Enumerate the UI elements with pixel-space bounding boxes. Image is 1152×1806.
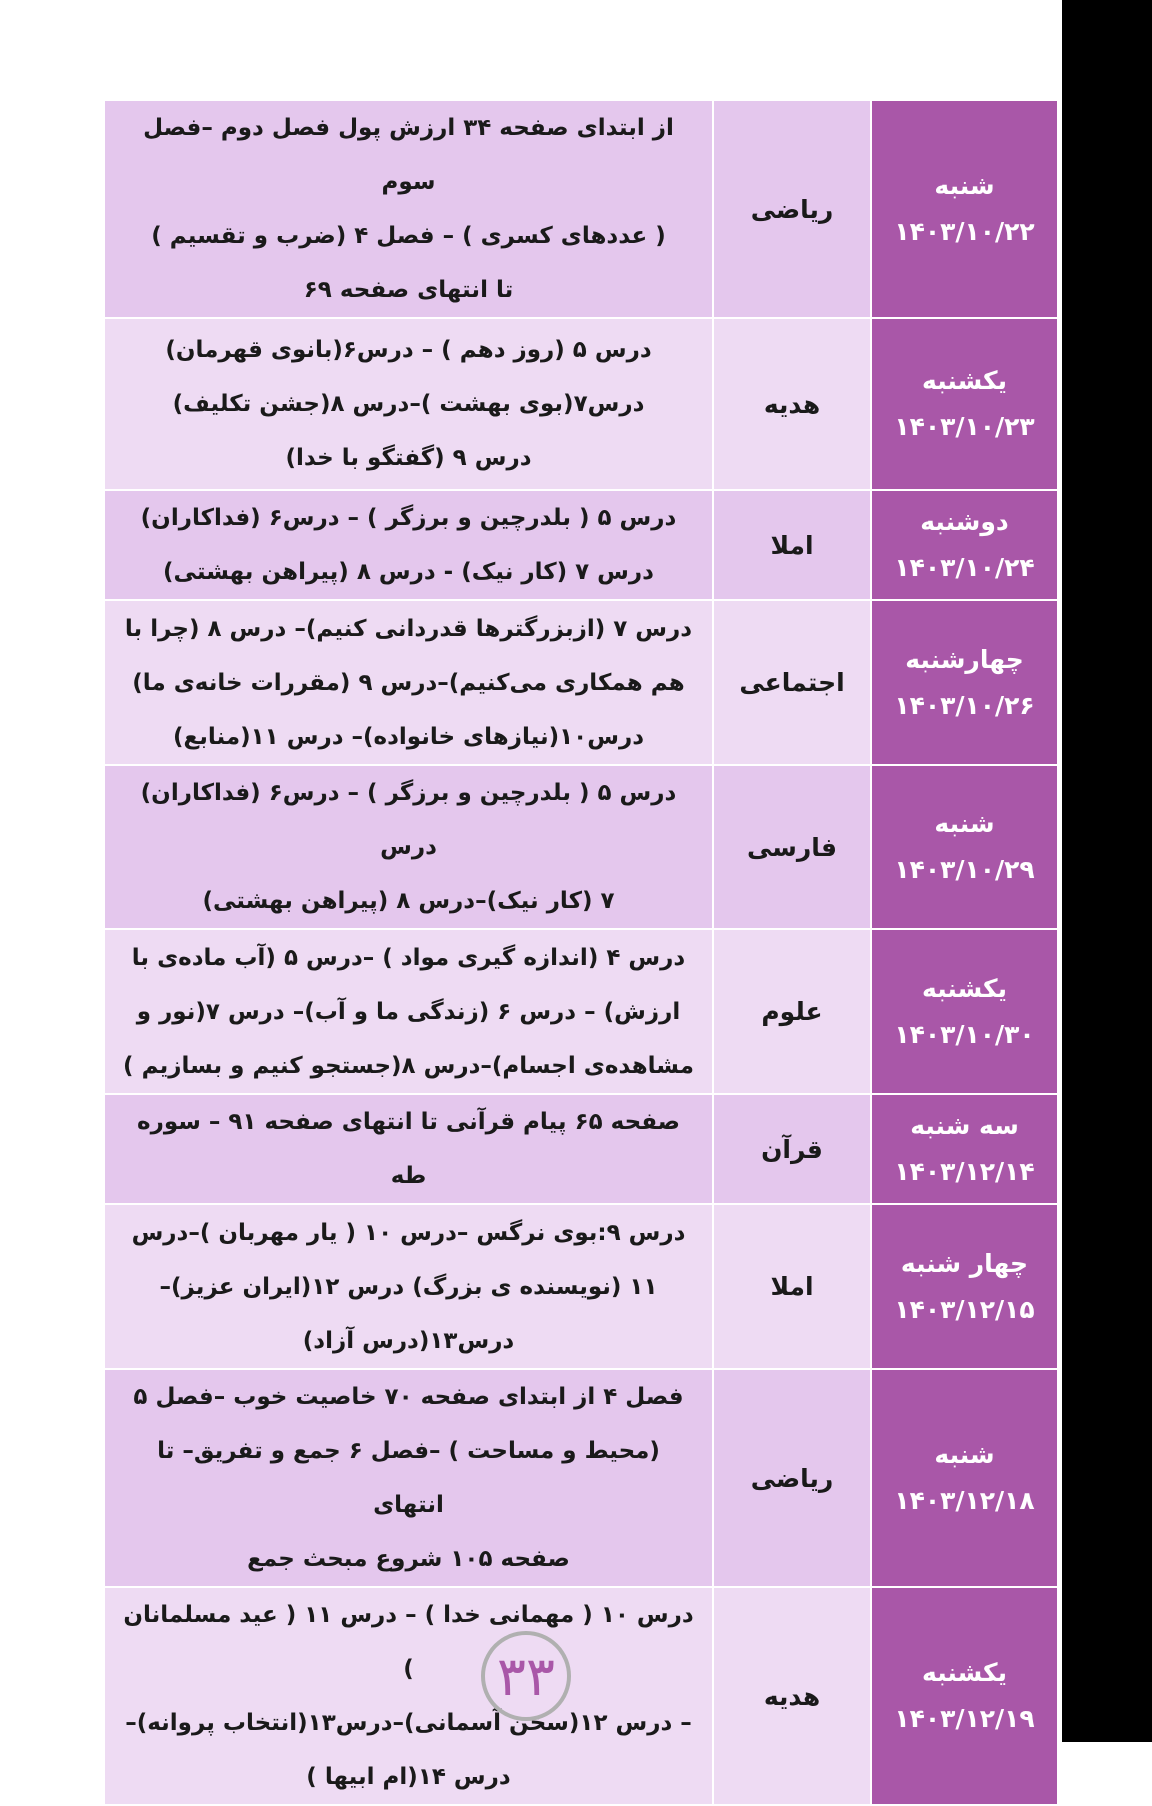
topic-line: ارزش) – درس ۶ (زندگی ما و آب)– درس ۷(نور و bbox=[136, 998, 681, 1025]
topic-line: ۱۱ (نویسنده ی بزرگ) درس ۱۲(ایران عزیز)– bbox=[159, 1273, 658, 1300]
topic-line: درس ۹:بوی نرگس –درس ۱۰ ( یار مهربان )–درس bbox=[131, 1219, 686, 1246]
topic-line: درس ۷ (ازبزرگترها قدردانی کنیم)– درس ۸ (چرا با bbox=[124, 615, 693, 642]
subject-cell: ریاضی bbox=[713, 1369, 871, 1587]
date-cell bbox=[871, 490, 1058, 600]
date-cell bbox=[871, 765, 1058, 929]
topic-line: مشاهده‌ی اجسام)–درس ۸(جستجو کنیم و بسازیم ) bbox=[123, 1052, 694, 1079]
topic-line: درس ۱۴(ام ابیها ) bbox=[306, 1764, 511, 1790]
topic-line: درس۱۰(نیازهای خانواده)– درس ۱۱(منابع) bbox=[172, 723, 644, 750]
topic-cell bbox=[104, 100, 713, 318]
table-row bbox=[104, 929, 1058, 1094]
subject-cell: فارسی bbox=[713, 765, 871, 929]
date-value: ۱۴۰۳/۱۰/۲۹ bbox=[894, 855, 1035, 884]
date-cell bbox=[871, 929, 1058, 1094]
day-name: چهارشنبه bbox=[905, 644, 1024, 674]
subject-cell: اجتماعی bbox=[713, 600, 871, 765]
subject-cell: هدیه bbox=[713, 318, 871, 490]
date-value: ۱۴۰۳/۱۰/۲۴ bbox=[894, 553, 1035, 582]
day-name: شنبه bbox=[934, 171, 995, 200]
topic-line: (محیط و مساحت ) –فصل ۶ جمع و تفریق– تا انتهای bbox=[157, 1438, 660, 1518]
topic-line: ۷ (کار نیک)–درس ۸ (پیراهن بهشتی) bbox=[202, 888, 615, 914]
date-value: ۱۴۰۳/۱۲/۱۸ bbox=[894, 1486, 1035, 1515]
date-value: ۱۴۰۳/۱۲/۱۹ bbox=[894, 1704, 1035, 1733]
topic-cell bbox=[104, 1094, 713, 1204]
subject-cell: هدیه bbox=[713, 1587, 871, 1805]
topic-cell bbox=[104, 1369, 713, 1587]
topic-line: – درس ۱۲(سخن آسمانی)–درس۱۳(انتخاب پروانه)– bbox=[125, 1710, 692, 1736]
topic-line: هم همکاری می‌کنیم)–درس ۹ (مقررات خانه‌ی ما) bbox=[132, 669, 685, 696]
subject-cell: علوم bbox=[713, 929, 871, 1094]
topic-line: تا انتهای صفحه ۶۹ bbox=[303, 277, 514, 303]
topic-cell bbox=[104, 1204, 713, 1369]
date-cell bbox=[871, 1369, 1058, 1587]
date-cell bbox=[871, 318, 1058, 490]
topic-cell bbox=[104, 600, 713, 765]
topic-line: درس ۵ ( بلدرچین و برزگر ) – درس۶ (فداکاران) bbox=[140, 505, 677, 531]
topic-line: درس ۱۰ ( مهمانی خدا ) – درس ۱۱ ( عید مسلمانان ) bbox=[123, 1602, 694, 1682]
table-row bbox=[104, 100, 1058, 318]
table-row bbox=[104, 490, 1058, 600]
topic-line: درس ۷ (کار نیک) - درس ۸ (پیراهن بهشتی) bbox=[163, 559, 654, 585]
day-name: شنبه bbox=[934, 809, 995, 838]
day-name: دوشنبه bbox=[920, 507, 1009, 536]
date-value: ۱۴۰۳/۱۰/۲۲ bbox=[894, 217, 1035, 246]
day-name: یکشنبه bbox=[922, 366, 1007, 395]
day-name: شنبه bbox=[934, 1440, 995, 1469]
topic-line: درس ۴ (اندازه گیری مواد ) –درس ۵ (آب ماده‌ی با bbox=[131, 944, 686, 971]
date-cell bbox=[871, 1094, 1058, 1204]
table-row bbox=[104, 1587, 1058, 1805]
date-cell bbox=[871, 1587, 1058, 1805]
topic-cell bbox=[104, 318, 713, 490]
topic-cell bbox=[104, 765, 713, 929]
date-value: ۱۴۰۳/۱۰/۲۳ bbox=[894, 412, 1035, 441]
date-value: ۱۴۰۳/۱۰/۳۰ bbox=[894, 1019, 1035, 1049]
topic-line: ( عددهای کسری ) – فصل ۴ (ضرب و تقسیم ) bbox=[151, 223, 666, 249]
topic-line: درس ۵ ( بلدرچین و برزگر ) – درس۶ (فداکاران) درس bbox=[140, 780, 677, 860]
date-cell bbox=[871, 1204, 1058, 1369]
topic-cell bbox=[104, 929, 713, 1094]
date-cell bbox=[871, 100, 1058, 318]
table-row bbox=[104, 1204, 1058, 1369]
subject-cell: ریاضی bbox=[713, 100, 871, 318]
day-name: چهار شنبه bbox=[900, 1248, 1029, 1278]
table-row bbox=[104, 600, 1058, 765]
date-cell bbox=[871, 600, 1058, 765]
date-value: ۱۴۰۳/۱۰/۲۶ bbox=[894, 690, 1035, 720]
topic-cell bbox=[104, 1587, 713, 1805]
table-row bbox=[104, 318, 1058, 490]
table-row bbox=[104, 1094, 1058, 1204]
table-row bbox=[104, 1369, 1058, 1587]
topic-cell bbox=[104, 490, 713, 600]
topic-line: صفحه ۶۵ پیام قرآنی تا انتهای صفحه ۹۱ – سوره طه bbox=[137, 1109, 680, 1189]
topic-line: درس۱۳(درس آزاد) bbox=[302, 1327, 515, 1354]
date-value: ۱۴۰۳/۱۲/۱۵ bbox=[894, 1294, 1035, 1324]
topic-line: صفحه ۱۰۵ شروع مبحث جمع bbox=[247, 1546, 570, 1572]
subject-cell: املا bbox=[713, 1204, 871, 1369]
day-name: یکشنبه bbox=[922, 973, 1007, 1003]
topic-line: از ابتدای صفحه ۳۴ ارزش پول فصل دوم –فصل سوم bbox=[143, 115, 674, 195]
date-value: ۱۴۰۳/۱۲/۱۴ bbox=[894, 1157, 1035, 1186]
table-row bbox=[104, 765, 1058, 929]
day-name: سه شنبه bbox=[910, 1111, 1019, 1140]
topic-line: درس ۹ (گفتگو با خدا) bbox=[285, 445, 532, 471]
page-number: ۳۳ bbox=[481, 1631, 571, 1721]
day-name: یکشنبه bbox=[922, 1658, 1007, 1687]
topic-line: درس۷(بوی بهشت )–درس ۸(جشن تکلیف) bbox=[172, 391, 645, 417]
subject-cell: قرآن bbox=[713, 1094, 871, 1204]
topic-line: فصل ۴ از ابتدای صفحه ۷۰ خاصیت خوب –فصل ۵ bbox=[133, 1384, 684, 1410]
topic-line: درس ۵ (روز دهم ) – درس۶(بانوی قهرمان) bbox=[165, 337, 652, 363]
right-edge-bar bbox=[1062, 0, 1152, 1742]
subject-cell: املا bbox=[713, 490, 871, 600]
exam-schedule-table bbox=[103, 99, 1059, 1806]
